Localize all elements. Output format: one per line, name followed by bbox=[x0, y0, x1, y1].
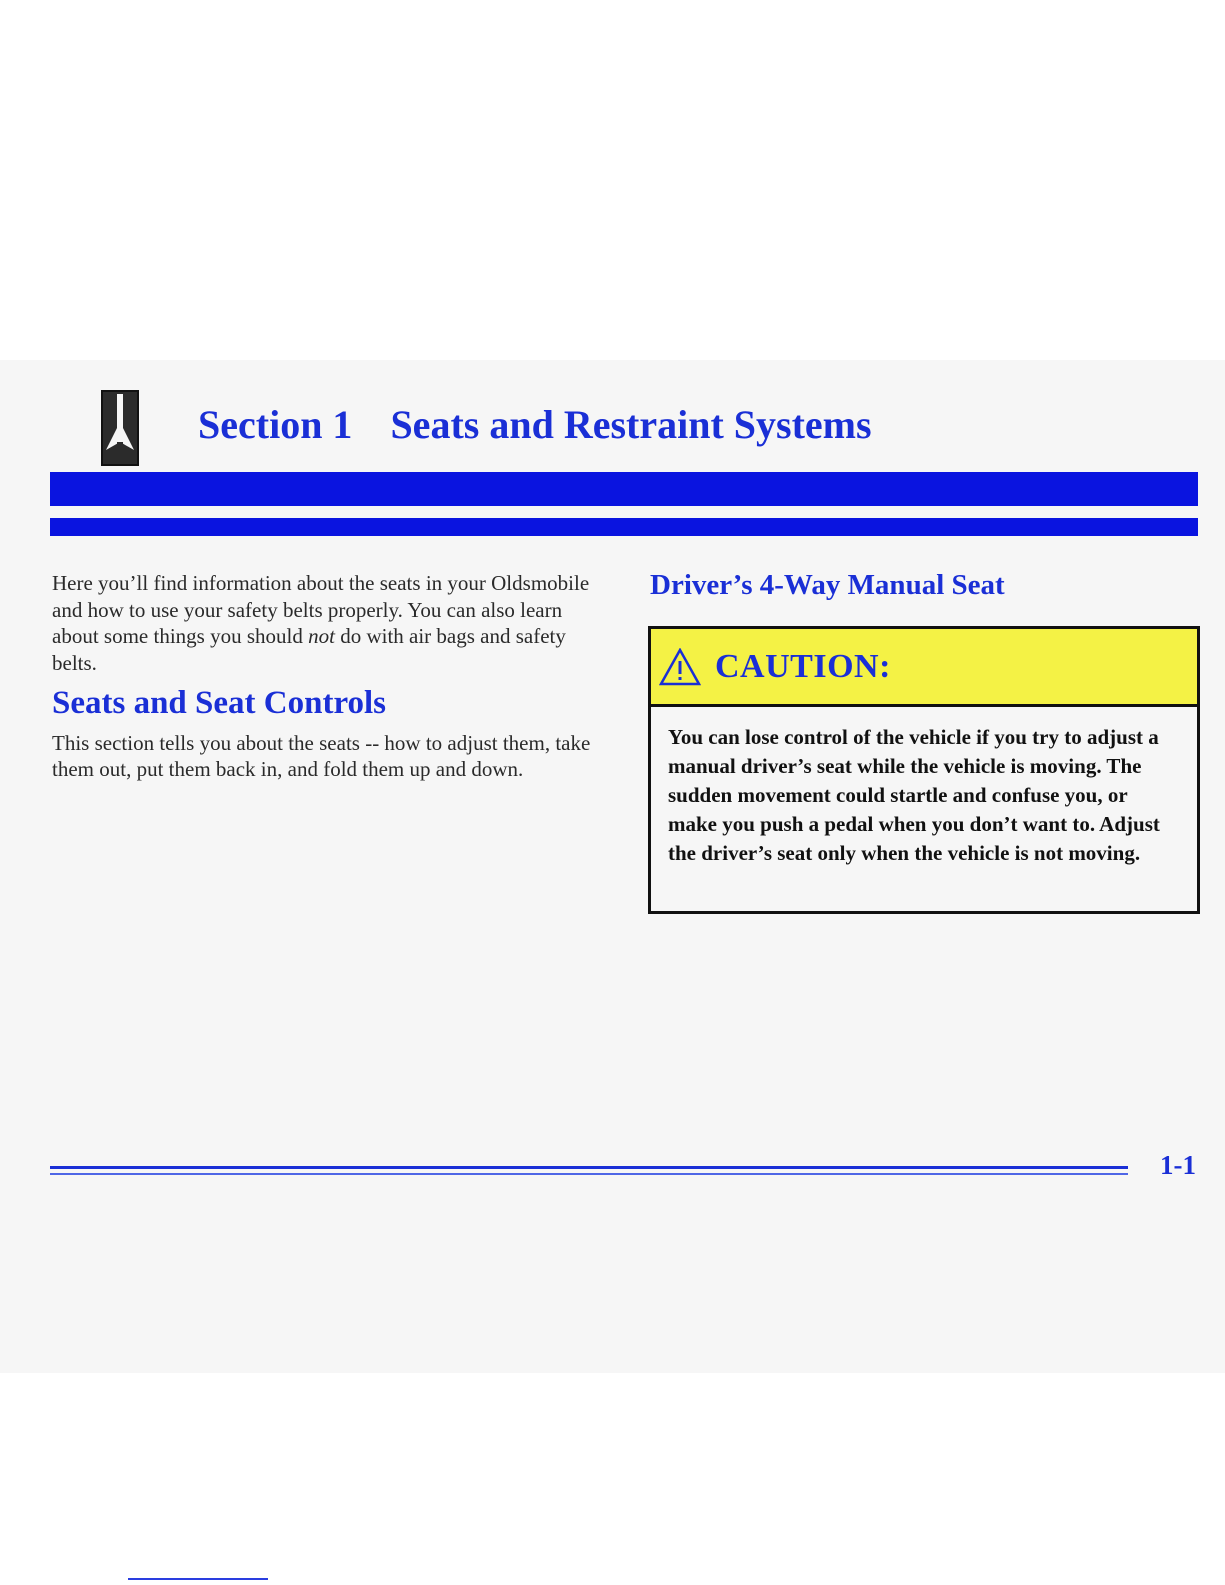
footer-rule bbox=[50, 1166, 1128, 1169]
caution-header bbox=[651, 629, 1197, 707]
seats-controls-heading: Seats and Seat Controls bbox=[52, 685, 387, 721]
intro-paragraph bbox=[52, 570, 607, 676]
seats-controls-paragraph: This section tells you about the seats -- how to adjust them, take them out, put them back in, and fold them up and down. bbox=[52, 730, 591, 782]
footer-rule-secondary bbox=[50, 1173, 1128, 1175]
caution-label: CAUTION: bbox=[715, 647, 891, 685]
bottom-link-underline[interactable] bbox=[128, 1578, 268, 1580]
caution-text: You can lose control of the vehicle if you try to adjust a manual driver’s seat while the vehicle is moving. The sudden movement could startle and confuse you, or make you push a pedal when you don’t want to. Adjust the driver’s seat only when the vehicle is not moving. bbox=[668, 725, 1160, 865]
oldsmobile-rocket-emblem-icon bbox=[101, 390, 139, 466]
page-number: 1-1 bbox=[1160, 1150, 1196, 1180]
left-column bbox=[52, 570, 607, 783]
intro-text-start: Here you’ll find information about the seats in your Oldsmobile and how to use your safety belts properly. You can also learn about some things you should bbox=[52, 571, 590, 648]
intro-text-end: do with air bags and safety belts. bbox=[52, 624, 566, 675]
header-band-thick bbox=[50, 472, 1198, 506]
caution-box bbox=[648, 626, 1200, 914]
header-band-thin bbox=[50, 518, 1198, 536]
section-title bbox=[198, 403, 872, 447]
manual-seat-heading: Driver’s 4-Way Manual Seat bbox=[650, 569, 1005, 601]
warning-triangle-icon bbox=[659, 648, 701, 686]
intro-emphasis: not bbox=[308, 624, 335, 648]
section-number: Section 1 bbox=[198, 402, 353, 447]
section-title-text: Seats and Restraint Systems bbox=[390, 402, 872, 447]
